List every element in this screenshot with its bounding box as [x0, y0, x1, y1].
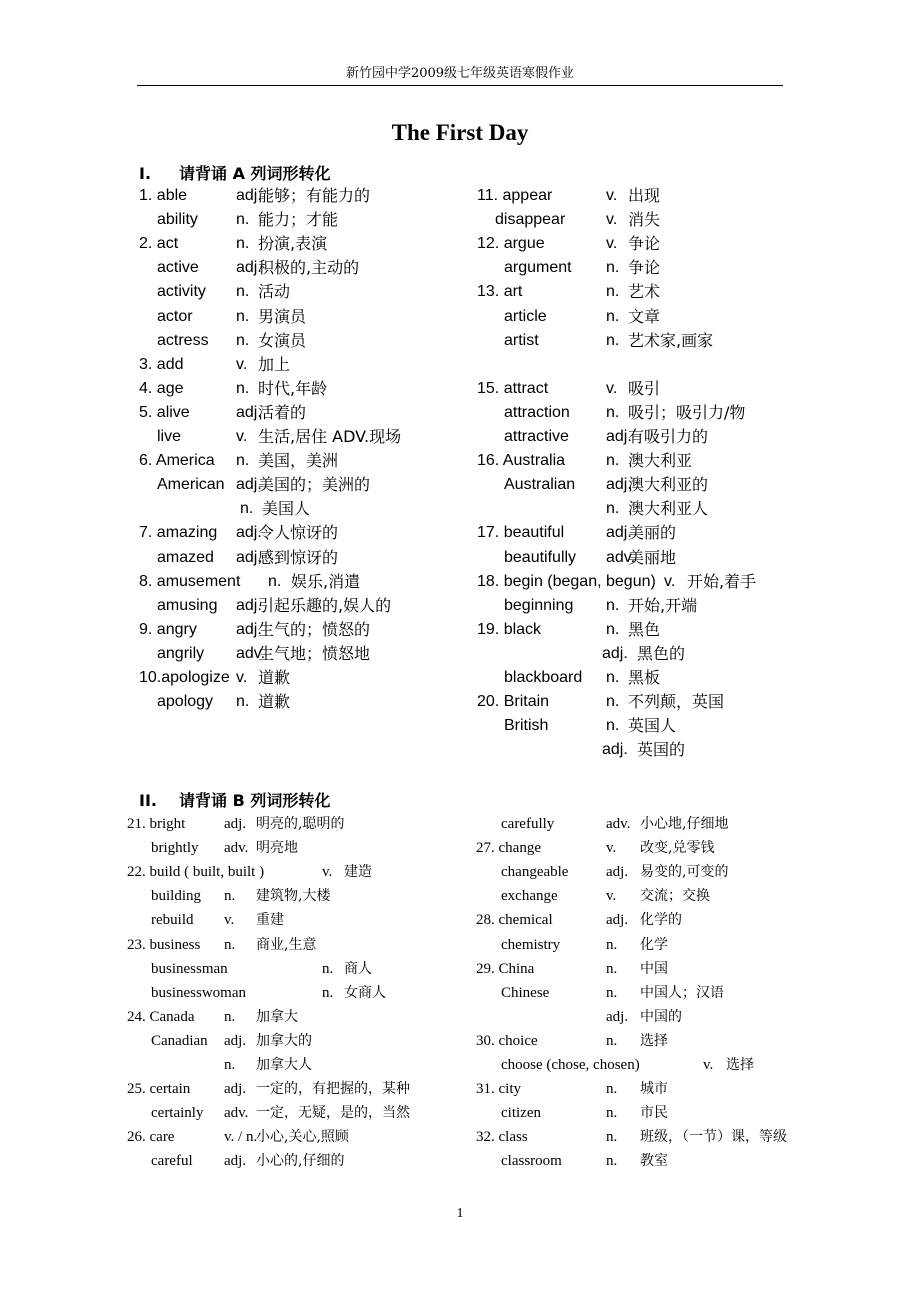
- vocab-word: 2. act: [139, 235, 179, 253]
- vocab-definition: 黑色: [628, 619, 661, 639]
- vocab-definition: 积极的,主动的: [258, 258, 360, 278]
- vocab-word: businessman: [151, 960, 228, 977]
- vocab-word: careful: [151, 1153, 193, 1170]
- vocab-definition: 娱乐,消遣: [291, 571, 361, 591]
- vocab-pos: n.: [606, 403, 620, 421]
- vocab-definition: 一定的，有把握的，某种: [256, 1081, 410, 1098]
- vocab-word: disappear: [495, 211, 566, 229]
- vocab-word: 25. certain: [127, 1081, 191, 1098]
- vocab-definition: 活着的: [258, 402, 307, 422]
- header-rule: [137, 85, 783, 86]
- vocab-word: 29. China: [476, 960, 535, 977]
- vocab-word: actor: [157, 307, 193, 325]
- vocab-word: choose (chose, chosen): [501, 1057, 640, 1073]
- vocab-pos: adj.: [606, 476, 632, 494]
- vocab-pos: n.: [606, 259, 620, 277]
- vocab-row: [0, 232, 920, 256]
- vocab-definition: 城市: [640, 1081, 668, 1098]
- vocab-definition: 令人惊讶的: [258, 523, 339, 543]
- section-b-title: 请背诵 B 列词形转化: [179, 791, 331, 810]
- vocab-definition: 美国人: [262, 499, 311, 519]
- vocab-pos: adj.: [236, 187, 262, 204]
- vocab-pos: adv.: [224, 840, 249, 857]
- vocab-word: amazed: [157, 548, 214, 566]
- vocab-word: 15. attract: [477, 379, 549, 397]
- vocab-definition: 一定，无疑，是的，当然: [256, 1105, 410, 1122]
- vocab-definition: 吸引；吸引力/物: [628, 402, 746, 422]
- vocab-row: [0, 836, 920, 860]
- vocab-definition: 男演员: [258, 306, 307, 326]
- vocab-word: 11. appear: [477, 187, 553, 204]
- vocab-pos: n.: [606, 693, 620, 711]
- vocab-word: 13. art: [477, 283, 523, 301]
- vocab-definition: 文章: [628, 306, 661, 326]
- vocab-pos: adv.: [236, 644, 266, 662]
- vocab-word: 8. amusement: [139, 572, 241, 590]
- vocab-pos: adj.: [224, 816, 247, 832]
- vocab-word: ability: [157, 211, 198, 229]
- vocab-definition: 澳大利亚人: [628, 499, 709, 519]
- vocab-row: [0, 184, 920, 208]
- vocab-definition: 引起乐趣的,娱人的: [258, 595, 392, 615]
- vocab-pos: n.: [268, 572, 282, 590]
- vocab-row: [0, 714, 920, 738]
- vocab-pos: n.: [606, 596, 620, 614]
- vocab-pos: v.: [606, 211, 618, 229]
- vocab-word: American: [157, 476, 225, 494]
- vocab-pos: n.: [240, 500, 254, 518]
- vocab-word: 18. begin (began, begun): [477, 572, 656, 590]
- vocab-pos: adj.: [236, 403, 262, 421]
- vocab-word: Australian: [504, 476, 576, 494]
- vocab-pos: v.: [606, 379, 618, 397]
- page-number: 1: [456, 1206, 464, 1221]
- section-a-number: I.: [139, 164, 152, 183]
- vocab-row: [0, 1029, 920, 1053]
- vocab-definition: 中国人；汉语: [640, 984, 724, 1001]
- page-header: 新竹园中学2009级七年级英语寒假作业: [345, 66, 575, 81]
- vocab-row: [0, 1005, 920, 1029]
- vocab-definition: 澳大利亚的: [628, 475, 709, 495]
- vocab-row: [0, 305, 920, 329]
- vocab-definition: 商人: [344, 960, 372, 977]
- vocab-row: [0, 377, 920, 401]
- vocab-word: classroom: [501, 1153, 562, 1170]
- vocab-pos: adj.: [224, 1032, 247, 1049]
- vocab-pos: adj.: [602, 741, 628, 759]
- vocab-row: [0, 908, 920, 932]
- vocab-definition: 扮演,表演: [258, 234, 328, 254]
- vocab-word: 20. Britain: [477, 693, 550, 711]
- vocab-definition: 澳大利亚: [628, 451, 693, 471]
- vocab-definition: 生气地；愤怒地: [258, 643, 371, 663]
- vocab-word: 22. build ( built, built ): [127, 864, 265, 881]
- vocab-pos: v.: [224, 912, 235, 929]
- vocab-row: [0, 208, 920, 232]
- vocab-definition: 道歉: [258, 692, 291, 712]
- vocab-pos: v.: [606, 840, 617, 857]
- vocab-definition: 商业,生意: [256, 936, 317, 953]
- vocab-pos: adj.: [236, 548, 262, 566]
- section-a-title: 请背诵 A 列词形转化: [179, 164, 331, 183]
- vocab-word: 12. argue: [477, 235, 545, 253]
- vocab-pos: adj.: [606, 864, 629, 881]
- vocab-pos: adj.: [236, 259, 262, 277]
- vocab-word: citizen: [501, 1105, 541, 1122]
- vocab-definition: 黑板: [628, 668, 661, 687]
- vocab-word: 24. Canada: [127, 1008, 195, 1025]
- vocab-pos: adj.: [606, 1008, 629, 1025]
- vocab-pos: n.: [606, 620, 620, 638]
- vocab-definition: 交流；交换: [640, 888, 710, 905]
- vocab-row: [0, 570, 920, 594]
- vocab-definition: 美丽的: [628, 523, 677, 543]
- section-b-number: II.: [139, 791, 157, 810]
- vocab-row: [0, 981, 920, 1005]
- vocab-pos: adv.: [606, 548, 636, 566]
- vocab-word: building: [151, 888, 202, 905]
- vocab-row: [0, 497, 920, 521]
- vocab-definition: 美国的；美洲的: [258, 475, 371, 495]
- vocab-row: [0, 521, 920, 545]
- vocab-row: [0, 812, 920, 836]
- vocab-pos: n.: [606, 1129, 618, 1146]
- vocab-pos: n.: [606, 936, 618, 953]
- section-b-heading: [139, 788, 330, 811]
- vocab-definition: 明亮的,聪明的: [256, 816, 345, 832]
- vocab-pos: v. / n.: [224, 1129, 258, 1146]
- vocab-word: active: [157, 259, 199, 277]
- vocab-pos: adj.: [236, 620, 262, 638]
- vocab-definition: 活动: [258, 282, 291, 302]
- vocab-definition: 明亮地: [256, 840, 298, 857]
- vocab-word: 23. business: [127, 936, 201, 953]
- vocab-row: [0, 473, 920, 497]
- vocab-definition: 能够；有能力的: [258, 186, 371, 205]
- vocab-word: brightly: [151, 840, 199, 857]
- vocab-pos: n.: [606, 717, 620, 735]
- vocab-pos: adj.: [224, 1081, 247, 1098]
- vocab-word: Canadian: [151, 1032, 208, 1049]
- vocab-pos: adv.: [224, 1105, 249, 1122]
- vocab-row: [0, 884, 920, 908]
- vocab-definition: 吸引: [628, 378, 661, 398]
- vocab-definition: 重建: [256, 912, 284, 929]
- vocab-pos: n.: [606, 984, 618, 1001]
- vocab-row: [0, 957, 920, 981]
- vocab-row: [0, 425, 920, 449]
- vocab-row: [0, 666, 920, 690]
- vocab-pos: adj.: [602, 644, 628, 662]
- vocab-definition: 艺术家,画家: [628, 330, 714, 350]
- vocab-pos: v.: [703, 1057, 714, 1073]
- vocab-pos: n.: [322, 960, 334, 977]
- vocab-word: 16. Australia: [477, 452, 566, 470]
- vocab-word: 6. America: [139, 452, 215, 470]
- vocab-pos: v.: [236, 669, 248, 686]
- vocab-row: [0, 738, 920, 762]
- vocab-pos: v.: [606, 888, 617, 905]
- vocab-definition: 小心,关心,照顾: [256, 1129, 349, 1146]
- vocab-definition: 改变,兑零钱: [640, 840, 715, 857]
- vocab-definition: 时代,年龄: [258, 378, 328, 398]
- vocab-definition: 生活,居住 ADV.现场: [258, 427, 402, 446]
- vocab-word: British: [504, 717, 549, 735]
- vocab-pos: v.: [606, 235, 618, 253]
- vocab-pos: adj.: [606, 524, 632, 542]
- vocab-definition: 黑色的: [637, 643, 686, 663]
- vocab-definition: 开始,开端: [628, 595, 698, 615]
- vocab-pos: n.: [606, 1032, 618, 1049]
- vocab-row: [0, 618, 920, 642]
- vocab-pos: v.: [606, 187, 618, 204]
- vocab-definition: 加拿大人: [256, 1057, 312, 1073]
- vocab-row: [0, 642, 920, 666]
- vocab-definition: 美国，美洲: [258, 451, 339, 471]
- vocab-definition: 不列颠，英国: [628, 692, 725, 712]
- vocab-definition: 班级，（一节）课，等级: [640, 1129, 787, 1146]
- vocab-word: beautifully: [504, 548, 577, 566]
- vocab-pos: adj.: [236, 524, 262, 542]
- vocab-definition: 感到惊讶的: [258, 547, 339, 567]
- vocab-row: [0, 329, 920, 353]
- vocab-pos: v.: [664, 572, 676, 590]
- vocab-row: [0, 353, 920, 377]
- vocab-definition: 争论: [628, 234, 661, 254]
- vocab-row: [0, 449, 920, 473]
- vocab-pos: n.: [606, 283, 620, 301]
- vocab-word: 32. class: [476, 1129, 528, 1146]
- vocab-word: 21. bright: [127, 816, 186, 832]
- vocab-row: [0, 1077, 920, 1101]
- vocab-definition: 能力；才能: [258, 210, 339, 230]
- vocab-pos: n.: [236, 283, 250, 301]
- vocab-pos: n.: [606, 307, 620, 325]
- vocab-word: angrily: [157, 644, 205, 662]
- vocab-word: live: [157, 428, 182, 445]
- vocab-word: attraction: [504, 403, 570, 421]
- vocab-definition: 小心的,仔细的: [256, 1153, 345, 1170]
- vocab-pos: adj.: [606, 912, 629, 929]
- section-a-heading: [139, 161, 331, 184]
- vocab-pos: n.: [606, 452, 620, 470]
- vocab-pos: n.: [236, 235, 250, 253]
- vocab-word: 9. angry: [139, 620, 197, 638]
- vocab-definition: 中国: [640, 960, 668, 977]
- vocab-pos: n.: [224, 1008, 236, 1025]
- vocab-definition: 生气的；愤怒的: [258, 619, 371, 639]
- vocab-pos: n.: [224, 888, 236, 905]
- vocab-row: [0, 690, 920, 714]
- vocab-definition: 道歉: [258, 668, 291, 687]
- vocab-pos: n.: [606, 500, 620, 518]
- vocab-pos: adj.: [236, 476, 262, 494]
- vocab-definition: 市民: [640, 1105, 668, 1122]
- vocab-definition: 女商人: [344, 984, 386, 1001]
- vocab-definition: 教室: [640, 1153, 668, 1170]
- vocab-pos: n.: [236, 693, 250, 711]
- vocab-word: exchange: [501, 888, 558, 905]
- vocab-pos: adv.: [606, 816, 631, 832]
- vocab-word: 26. care: [127, 1129, 175, 1146]
- vocab-word: certainly: [151, 1105, 204, 1122]
- vocab-word: rebuild: [151, 912, 194, 929]
- vocab-word: 4. age: [139, 379, 184, 397]
- vocab-pos: adj.: [606, 428, 632, 445]
- vocab-pos: n.: [322, 984, 334, 1001]
- vocab-definition: 争论: [628, 258, 661, 278]
- vocab-definition: 美丽地: [628, 547, 677, 567]
- vocab-word: activity: [157, 283, 206, 301]
- vocab-definition: 出现: [628, 186, 661, 205]
- vocab-pos: n.: [236, 211, 250, 229]
- vocab-definition: 艺术: [628, 282, 661, 302]
- vocab-row: [0, 1125, 920, 1149]
- vocab-pos: n.: [236, 379, 250, 397]
- vocab-word: 7. amazing: [139, 524, 218, 542]
- vocab-definition: 女演员: [258, 330, 307, 350]
- vocab-row: [0, 401, 920, 425]
- vocab-pos: n.: [606, 669, 620, 686]
- vocab-word: beginning: [504, 596, 574, 614]
- vocab-definition: 中国的: [640, 1008, 682, 1025]
- vocab-definition: 开始,着手: [687, 571, 757, 591]
- vocab-word: actress: [157, 331, 209, 349]
- vocab-definition: 小心地,仔细地: [640, 816, 729, 832]
- vocab-word: 17. beautiful: [477, 524, 565, 542]
- vocab-word: 5. alive: [139, 403, 190, 421]
- vocab-word: blackboard: [504, 669, 583, 686]
- vocab-definition: 英国的: [637, 740, 686, 760]
- vocab-row: [0, 280, 920, 304]
- vocab-definition: 化学: [640, 936, 668, 953]
- vocab-row: [0, 1149, 920, 1173]
- vocab-word: 30. choice: [476, 1032, 538, 1049]
- vocab-word: businesswoman: [151, 984, 246, 1001]
- vocab-pos: adj.: [236, 596, 262, 614]
- vocab-pos: v.: [236, 428, 248, 445]
- vocab-pos: v.: [236, 355, 248, 373]
- vocab-pos: v.: [322, 864, 333, 881]
- vocab-word: amusing: [157, 596, 218, 614]
- vocab-row: [0, 256, 920, 280]
- vocab-word: 3. add: [139, 355, 184, 373]
- vocab-pos: n.: [236, 307, 250, 325]
- vocab-pos: n.: [606, 1153, 618, 1170]
- vocab-word: apology: [157, 693, 214, 711]
- vocab-word: chemistry: [501, 936, 561, 953]
- vocab-word: 28. chemical: [476, 912, 553, 929]
- vocab-row: [0, 933, 920, 957]
- vocab-definition: 加上: [258, 354, 291, 374]
- vocab-definition: 建造: [344, 864, 372, 881]
- vocab-definition: 选择: [640, 1032, 668, 1049]
- vocab-definition: 消失: [628, 210, 661, 230]
- vocab-row: [0, 1101, 920, 1125]
- vocab-definition: 易变的,可变的: [640, 864, 729, 881]
- vocab-word: artist: [504, 331, 539, 349]
- vocab-definition: 加拿大的: [256, 1032, 312, 1049]
- vocab-definition: 有吸引力的: [628, 427, 709, 446]
- vocab-pos: n.: [606, 960, 618, 977]
- vocab-definition: 化学的: [640, 912, 682, 929]
- vocab-word: argument: [504, 259, 572, 277]
- vocab-pos: n.: [224, 1057, 236, 1073]
- vocab-word: 10.apologize: [139, 669, 230, 686]
- vocab-row: [0, 1053, 920, 1077]
- vocab-word: Chinese: [501, 984, 550, 1001]
- vocab-pos: n.: [224, 936, 236, 953]
- vocab-pos: n.: [606, 331, 620, 349]
- document-title: The First Day: [391, 120, 529, 145]
- vocab-pos: n.: [606, 1105, 618, 1122]
- vocab-pos: n.: [236, 452, 250, 470]
- vocab-row: [0, 594, 920, 618]
- vocab-definition: 英国人: [628, 716, 677, 736]
- vocab-pos: n.: [236, 331, 250, 349]
- vocab-word: changeable: [501, 864, 569, 881]
- vocab-definition: 建筑物,大楼: [256, 888, 331, 905]
- vocab-word: 31. city: [476, 1081, 521, 1098]
- vocab-word: 27. change: [476, 840, 541, 857]
- vocab-definition: 加拿大: [256, 1008, 298, 1025]
- vocab-word: article: [504, 307, 547, 325]
- vocab-word: attractive: [504, 428, 569, 445]
- vocab-word: 1. able: [139, 187, 188, 204]
- vocab-row: [0, 546, 920, 570]
- vocab-word: carefully: [501, 816, 555, 832]
- vocab-pos: adj.: [224, 1153, 247, 1170]
- vocab-word: 19. black: [477, 620, 542, 638]
- vocab-definition: 选择: [726, 1057, 754, 1073]
- vocab-pos: n.: [606, 1081, 618, 1098]
- vocab-row: [0, 860, 920, 884]
